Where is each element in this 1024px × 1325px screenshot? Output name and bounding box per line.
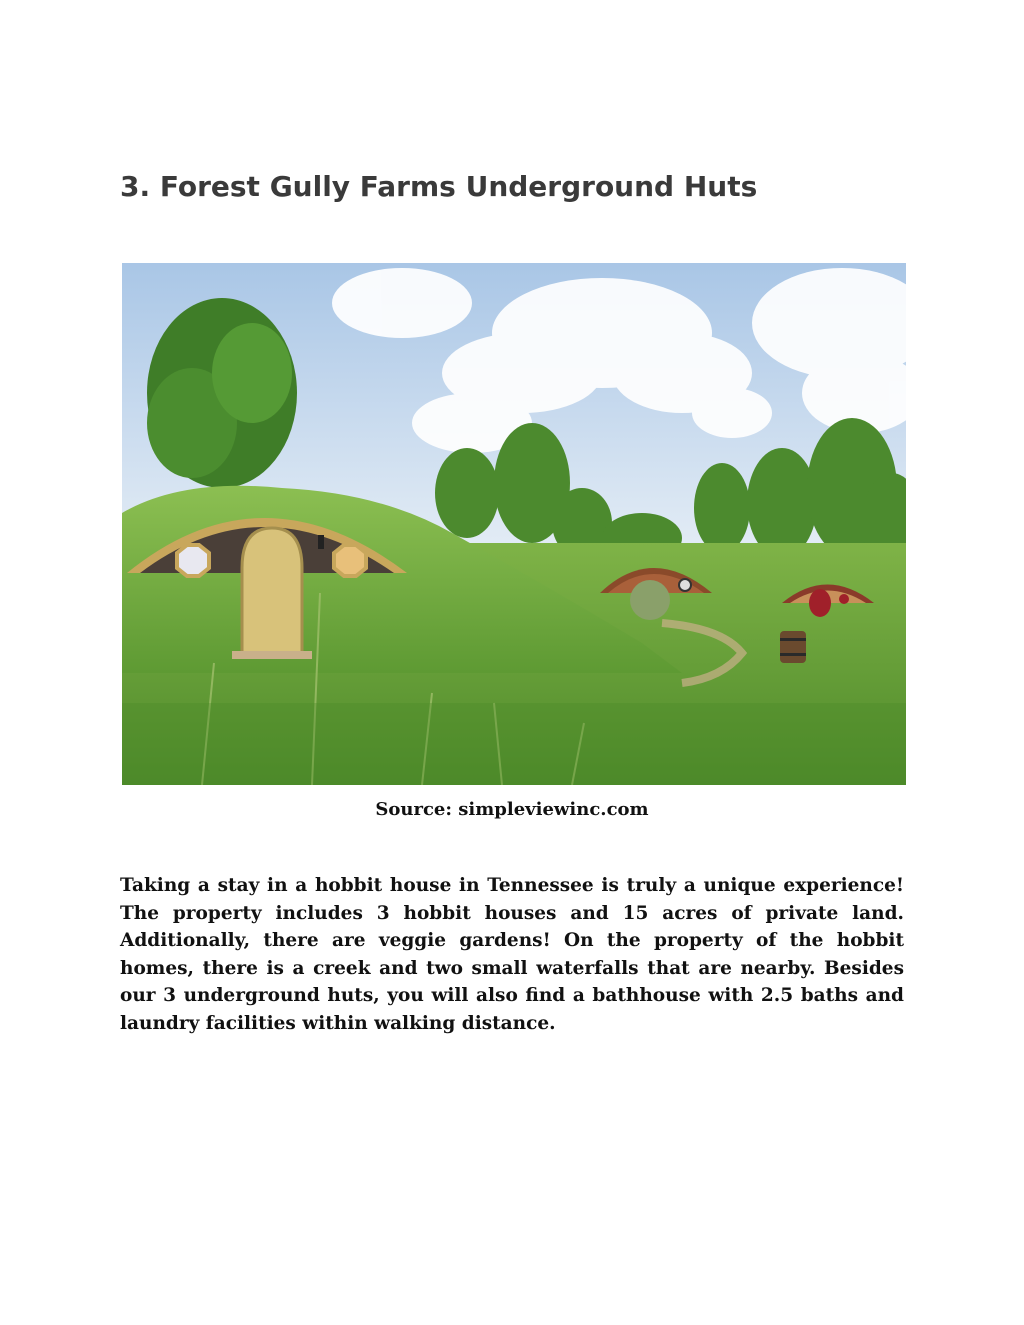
- hobbit-houses-photo: [122, 263, 906, 785]
- barrel: [780, 631, 806, 663]
- section-heading: 3. Forest Gully Farms Underground Huts: [120, 170, 758, 203]
- image-caption: Source: simpleviewinc.com: [375, 799, 649, 820]
- body-paragraph: Taking a stay in a hobbit house in Tennessee is truly a unique experience! The property includes 3 hobbit houses and 15 acres of private land. Additionally, there are veggie gardens! On the property of the hobbit homes, there is a creek and two small waterfalls that are nearby. Besides our 3 underground huts, you will also find a bathhouse with 2.5 baths and laundry facilities within walking distance.: [120, 875, 904, 1034]
